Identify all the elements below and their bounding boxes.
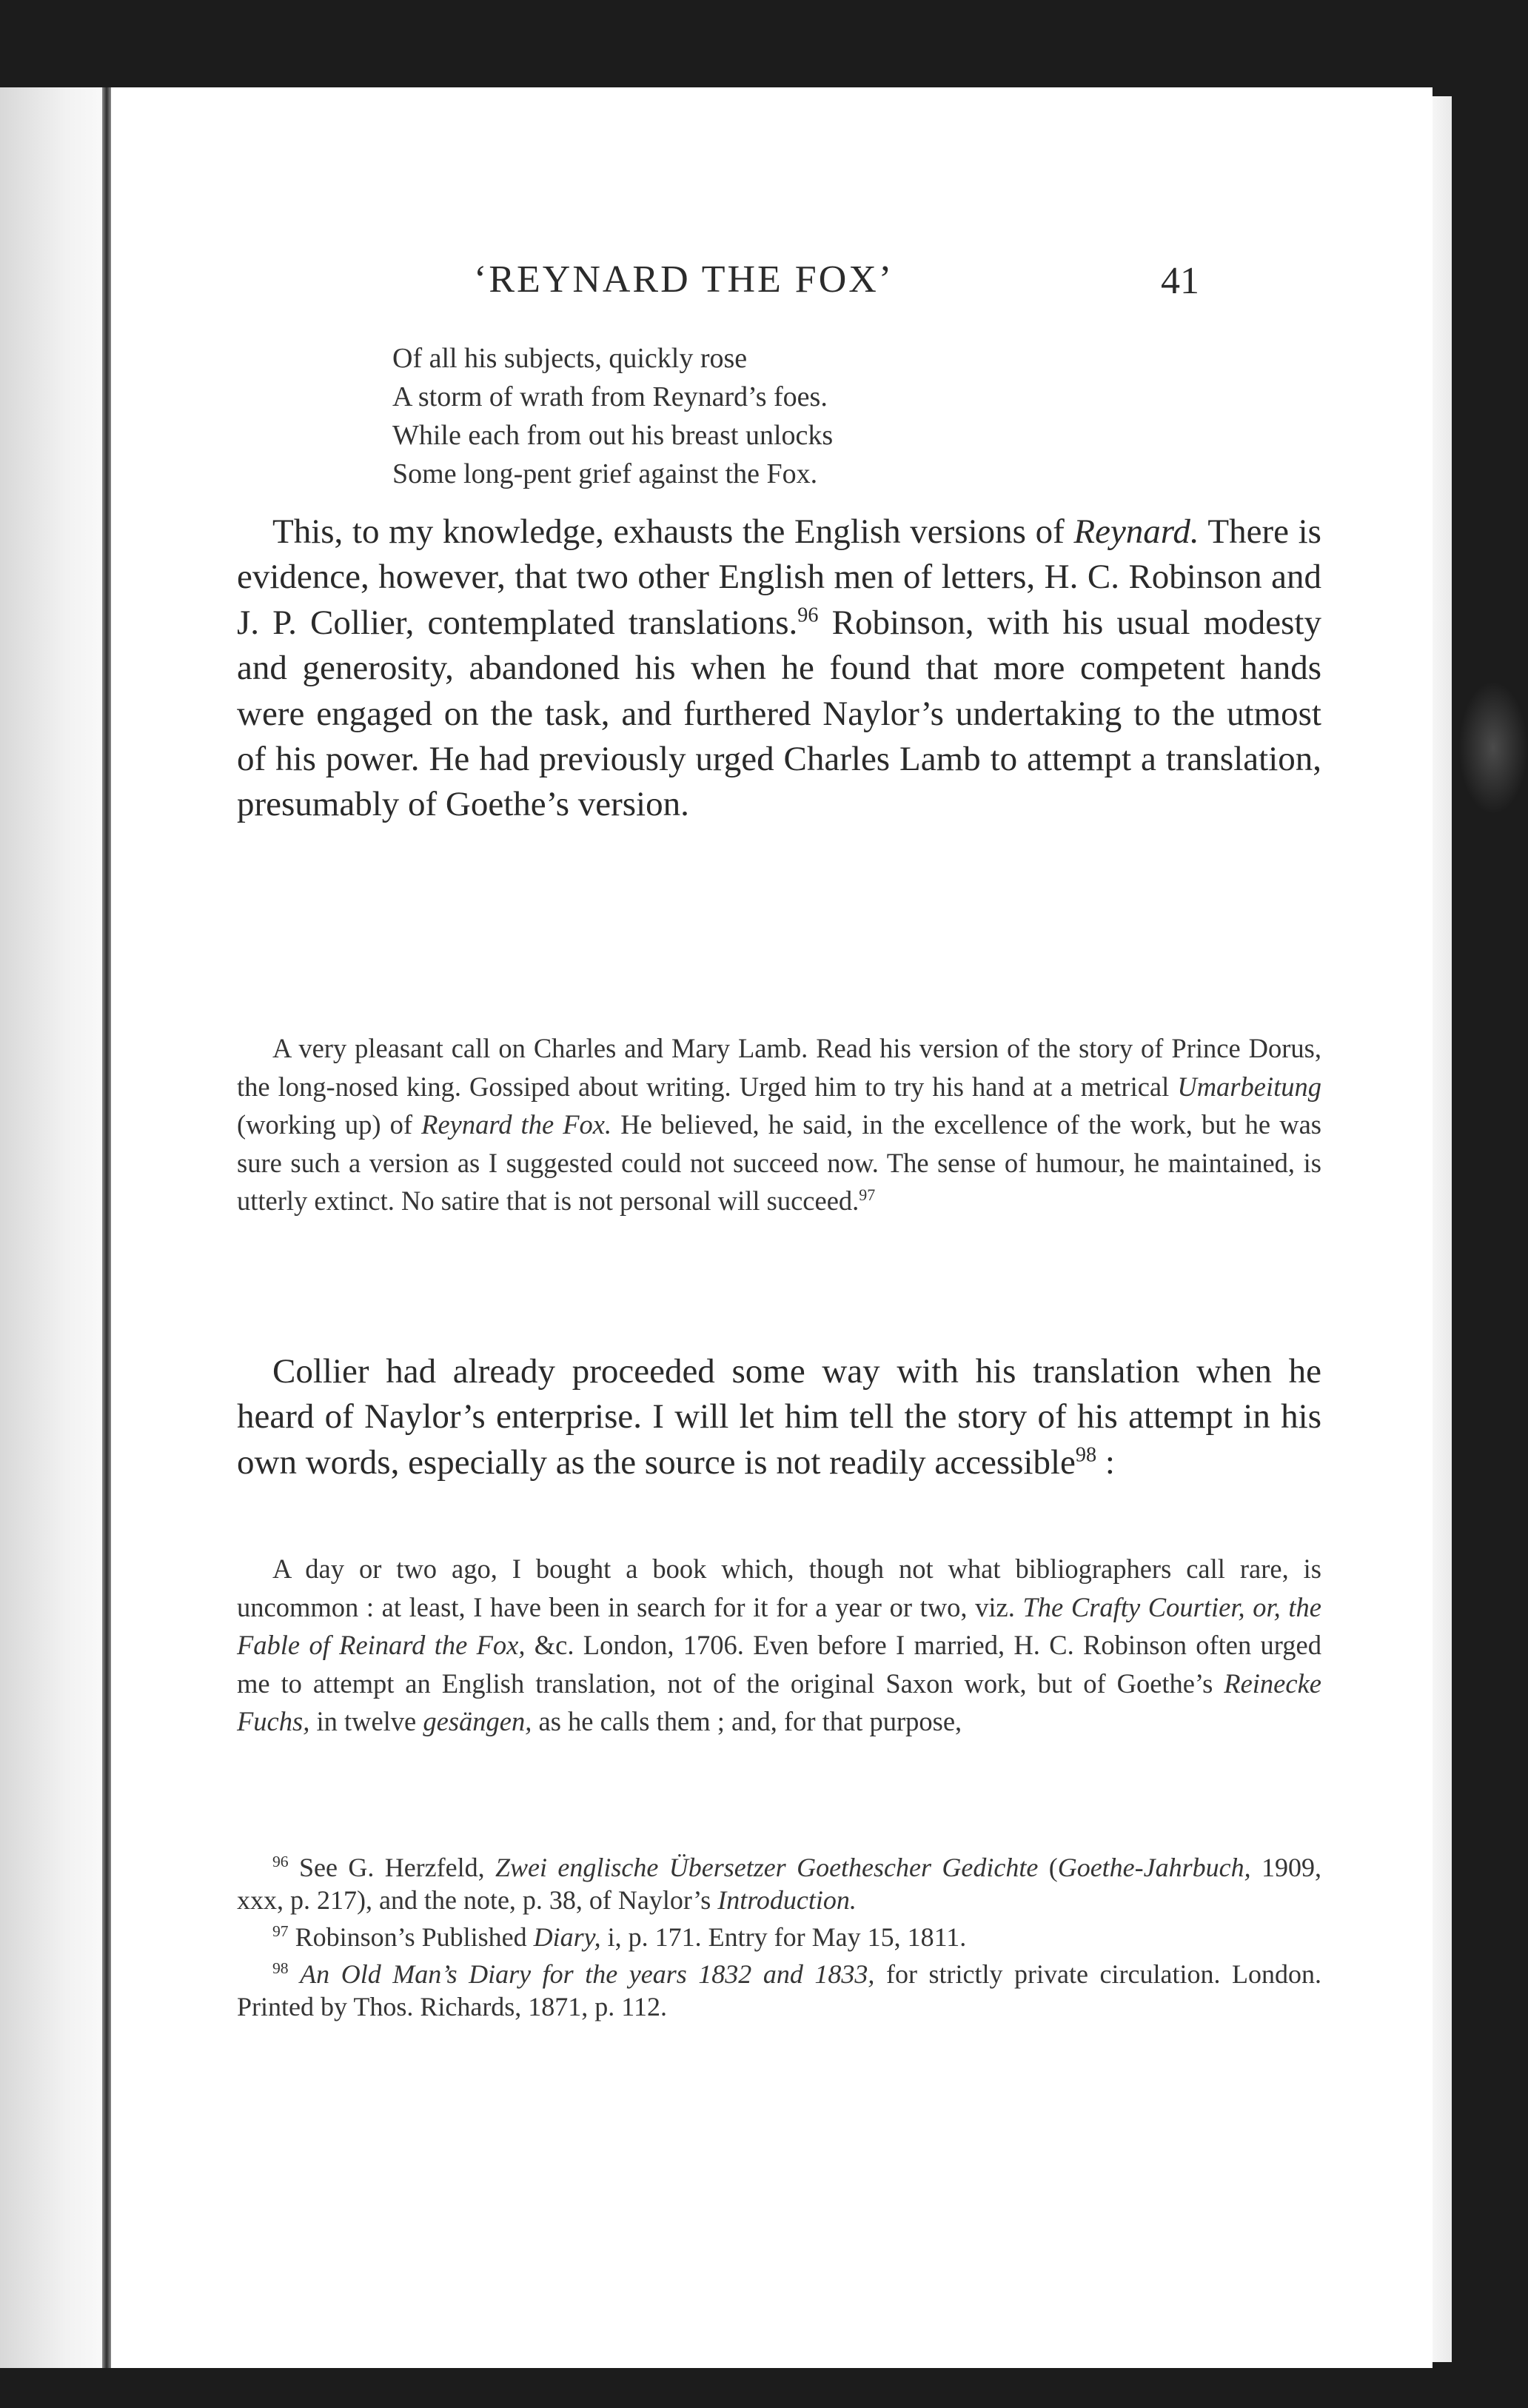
para-text: Robinson, with his usual modesty and generosity, abandoned his when he found that more competent hands were engaged on the task, and furthered Naylor’s undertaking to the utmost of his power. He had previously urged Charles Lamb to attempt a translation, presumably of Goethe’s version. xyxy=(237,603,1321,824)
page-number: 41 xyxy=(1161,260,1199,302)
quote-text: He believed, he said, in the excellence of the work, but he was sure such a version as I suggested could not succeed now. The sense of humour, he maintained, is utterly extinct. No satire that is not personal will succeed. xyxy=(237,1109,1321,1216)
footnote-text: ( xyxy=(1038,1853,1058,1882)
para-text: There is evidence, however, that two other English men of letters, H. C. Robinson and J. P. Collier, contemplated translations. xyxy=(237,512,1321,642)
right-page-edge xyxy=(1432,96,1452,2362)
footnote-italic: Diary, xyxy=(533,1922,601,1952)
footnote-ref: 97 xyxy=(859,1185,876,1204)
footnote-italic: An Old Man’s Diary for the years 1832 and 1833, xyxy=(300,1959,875,1989)
footnote-ref: 98 xyxy=(1075,1443,1097,1467)
running-title: ‘REYNARD THE FOX’ xyxy=(474,258,894,301)
para-text: This, to my knowledge, exhausts the English versions of xyxy=(272,512,1074,551)
verse-line: While each from out his breast unlocks xyxy=(392,420,834,451)
body-paragraph-1 xyxy=(237,509,1321,828)
block-quote-1 xyxy=(237,1029,1321,1220)
verse-quotation xyxy=(392,339,833,493)
quote-text: in twelve xyxy=(309,1706,423,1736)
para-text: : xyxy=(1096,1442,1115,1482)
verse-line: Some long-pent grief against the Fox. xyxy=(392,458,818,489)
quote-italic: The Crafty Courtier, or, the Fable of Reinard the Fox, xyxy=(237,1591,1321,1660)
footnote-text xyxy=(289,1959,301,1989)
verse-line: Of all his subjects, quickly rose xyxy=(392,343,748,374)
background-shadow xyxy=(1458,681,1528,815)
quote-text: A day or two ago, I bought a book which, though not what bibliographers call rare, is uncommon : at least, I have been in search for it for a year or two, viz. xyxy=(237,1554,1321,1622)
footnote-98 xyxy=(237,1958,1321,2023)
footnote-italic: Zwei englische Übersetzer Goethescher Gedichte xyxy=(495,1853,1039,1882)
footnote-number: 96 xyxy=(272,1853,289,1870)
footnote-text: See G. Herzfeld, xyxy=(288,1853,495,1882)
quote-italic: gesängen, xyxy=(423,1706,532,1736)
footnote-text: 1909, xxx, p. 217), and the note, p. 38, of Naylor’s xyxy=(237,1853,1322,1915)
quote-text: (working up) of xyxy=(237,1109,422,1140)
book-gutter xyxy=(102,87,111,2368)
footnote-96 xyxy=(237,1851,1321,1916)
quote-italic: Umarbeitung xyxy=(1177,1071,1321,1102)
footnote-ref: 96 xyxy=(797,603,819,627)
footnote-number: 98 xyxy=(272,1959,289,1977)
footnotes xyxy=(237,1851,1321,2027)
quote-text: A very pleasant call on Charles and Mary Lamb. Read his version of the story of Prince Dorus, the long-nosed king. Gossiped about writing. Urged him to try his hand at a metrical xyxy=(237,1033,1321,1102)
footnote-97 xyxy=(237,1921,1321,1953)
quote-italic: Reynard the Fox. xyxy=(421,1109,612,1140)
quote-text: as he calls them ; and, for that purpose, xyxy=(532,1706,962,1736)
footnote-text: Robinson’s Published xyxy=(288,1922,534,1952)
footnote-number: 97 xyxy=(272,1922,289,1940)
left-page-edge xyxy=(0,87,111,2368)
body-paragraph-2 xyxy=(237,1349,1321,1485)
block-quote-2 xyxy=(237,1550,1321,1741)
footnote-text: for strictly private circulation. London. Printed by Thos. Richards, 1871, p. 112. xyxy=(237,1959,1322,2021)
para-italic: Reynard. xyxy=(1073,512,1199,551)
quote-text: &c. London, 1706. Even before I married, H. C. Robinson often urged me to attempt an English translation, not of the original Saxon work, but of Goethe’s xyxy=(237,1630,1321,1699)
book-page xyxy=(111,87,1432,2368)
footnote-italic: Goethe-Jahrbuch, xyxy=(1057,1853,1251,1882)
verse-line: A storm of wrath from Reynard’s foes. xyxy=(392,381,828,412)
running-head xyxy=(111,258,1321,317)
para-text: Collier had already proceeded some way with his translation when he heard of Naylor’s enterprise. I will let him tell the story of his attempt in his own words, especially as the source is not readily accessible xyxy=(237,1352,1321,1482)
footnote-text: i, p. 171. Entry for May 15, 1811. xyxy=(600,1922,967,1952)
quote-italic: Reinecke Fuchs, xyxy=(237,1668,1321,1736)
footnote-italic: Introduction. xyxy=(717,1885,857,1915)
